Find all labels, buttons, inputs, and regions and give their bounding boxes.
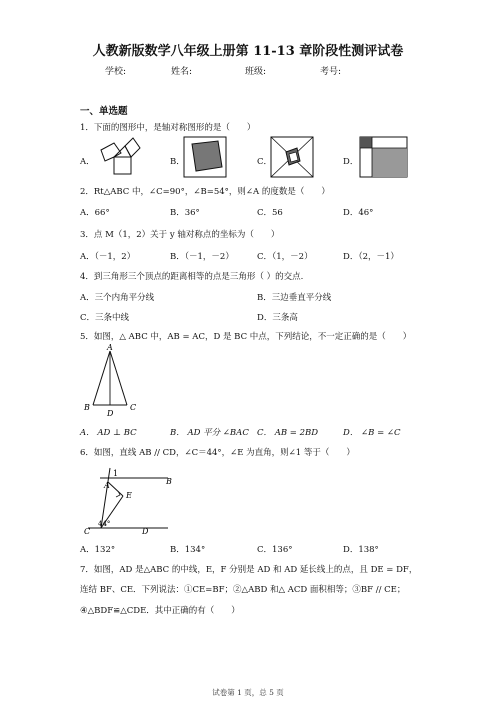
q3-stem: 3．点 M（1，2）关于 y 轴对称点的坐标为（ ） <box>80 230 280 240</box>
q6-label-1: 1 <box>113 469 119 478</box>
q4-option-d: D．三条高 <box>257 313 298 323</box>
q6-option-b: B．134° <box>170 545 206 555</box>
q4-option-b: B．三边垂直平分线 <box>257 293 332 303</box>
q5-label-a: A <box>107 343 113 352</box>
q6-label-a: A <box>104 481 110 490</box>
school-label: 学校: <box>105 67 127 77</box>
q5-option-b: B． AD 平分 ∠BAC <box>170 428 249 438</box>
q2-option-c: C．56 <box>257 208 283 218</box>
q2-option-d: D．46° <box>343 208 374 218</box>
q6-label-b: B <box>166 477 172 486</box>
q5-option-c: C． AB = 2BD <box>257 428 319 438</box>
q6-label-c: C <box>84 527 91 536</box>
q7-line-3: ④△BDF≌△CDE．其中正确的有（ ） <box>80 606 240 616</box>
q2-stem: 2．Rt△ABC 中，∠C=90°，∠B=54°，则∠A 的度数是（ ） <box>80 187 330 197</box>
q7-line-2: 连结 BF、CE．下列说法：①CE=BF；②△ABD 和△ ACD 面积相等；③BF // CE； <box>80 585 406 595</box>
q2-option-b: B．36° <box>170 208 200 218</box>
q4-stem: 4．到三角形三个顶点的距离相等的点是三角形（ ）的交点. <box>80 272 304 282</box>
q5-option-d: D． ∠B = ∠C <box>343 428 401 438</box>
q6-angle-label: 44° <box>98 520 111 528</box>
q1-stem: 1．下面的图形中，是轴对称图形的是（ ） <box>80 123 256 133</box>
q6-stem: 6．如图，直线 AB // CD，∠C＝44°，∠E 为直角，则∠1 等于（ ） <box>80 448 355 458</box>
q6-label-e: E <box>126 491 132 500</box>
q6-label-d: D <box>142 527 149 536</box>
q5-option-a: A． AD ⊥ BC <box>80 428 137 438</box>
q3-option-c: C．（1，－2） <box>257 252 313 262</box>
page-title: 人教新版数学八年级上册第 11-13 章阶段性测评试卷 <box>92 44 404 59</box>
id-label: 考号: <box>320 67 342 77</box>
q6-option-d: D．138° <box>343 545 379 555</box>
q4-option-a: A．三个内角平分线 <box>80 293 155 303</box>
q6-parallel-lines-figure <box>80 460 175 540</box>
q3-option-a: A．（－1，2） <box>80 252 136 262</box>
q1-figure-d <box>359 136 409 178</box>
page-footer: 试卷第 1 页，总 5 页 <box>212 688 284 697</box>
q1-figure-a <box>95 136 145 178</box>
q4-option-c: C．三条中线 <box>80 313 130 323</box>
name-label: 姓名: <box>171 67 193 77</box>
class-label: 班级: <box>245 67 267 77</box>
q1-option-a-label: A． <box>80 157 95 167</box>
q5-label-c: C <box>130 403 137 412</box>
q3-option-d: D．（2，－1） <box>343 252 399 262</box>
section-heading: 一、单选题 <box>80 106 128 117</box>
q1-option-b-label: B． <box>170 157 185 167</box>
q5-label-b: B <box>84 403 90 412</box>
q1-figure-c <box>270 136 316 178</box>
q5-label-d: D <box>107 409 114 418</box>
q6-option-c: C．136° <box>257 545 293 555</box>
q2-option-a: A．66° <box>80 208 110 218</box>
q7-line-1: 7．如图，AD 是△ABC 的中线，E，F 分别是 AD 和 AD 延长线上的点，且 DE = DF， <box>80 565 418 575</box>
q1-option-d-label: D． <box>343 157 359 167</box>
q1-option-c-label: C． <box>257 157 273 167</box>
q3-option-b: B．（－1，－2） <box>170 252 234 262</box>
q6-option-a: A．132° <box>80 545 116 555</box>
q5-stem: 5．如图，△ ABC 中，AB = AC，D 是 BC 中点，下列结论，不一定正确的是（ ） <box>80 332 412 342</box>
q5-triangle-figure <box>80 342 150 422</box>
q1-figure-b <box>183 136 229 178</box>
